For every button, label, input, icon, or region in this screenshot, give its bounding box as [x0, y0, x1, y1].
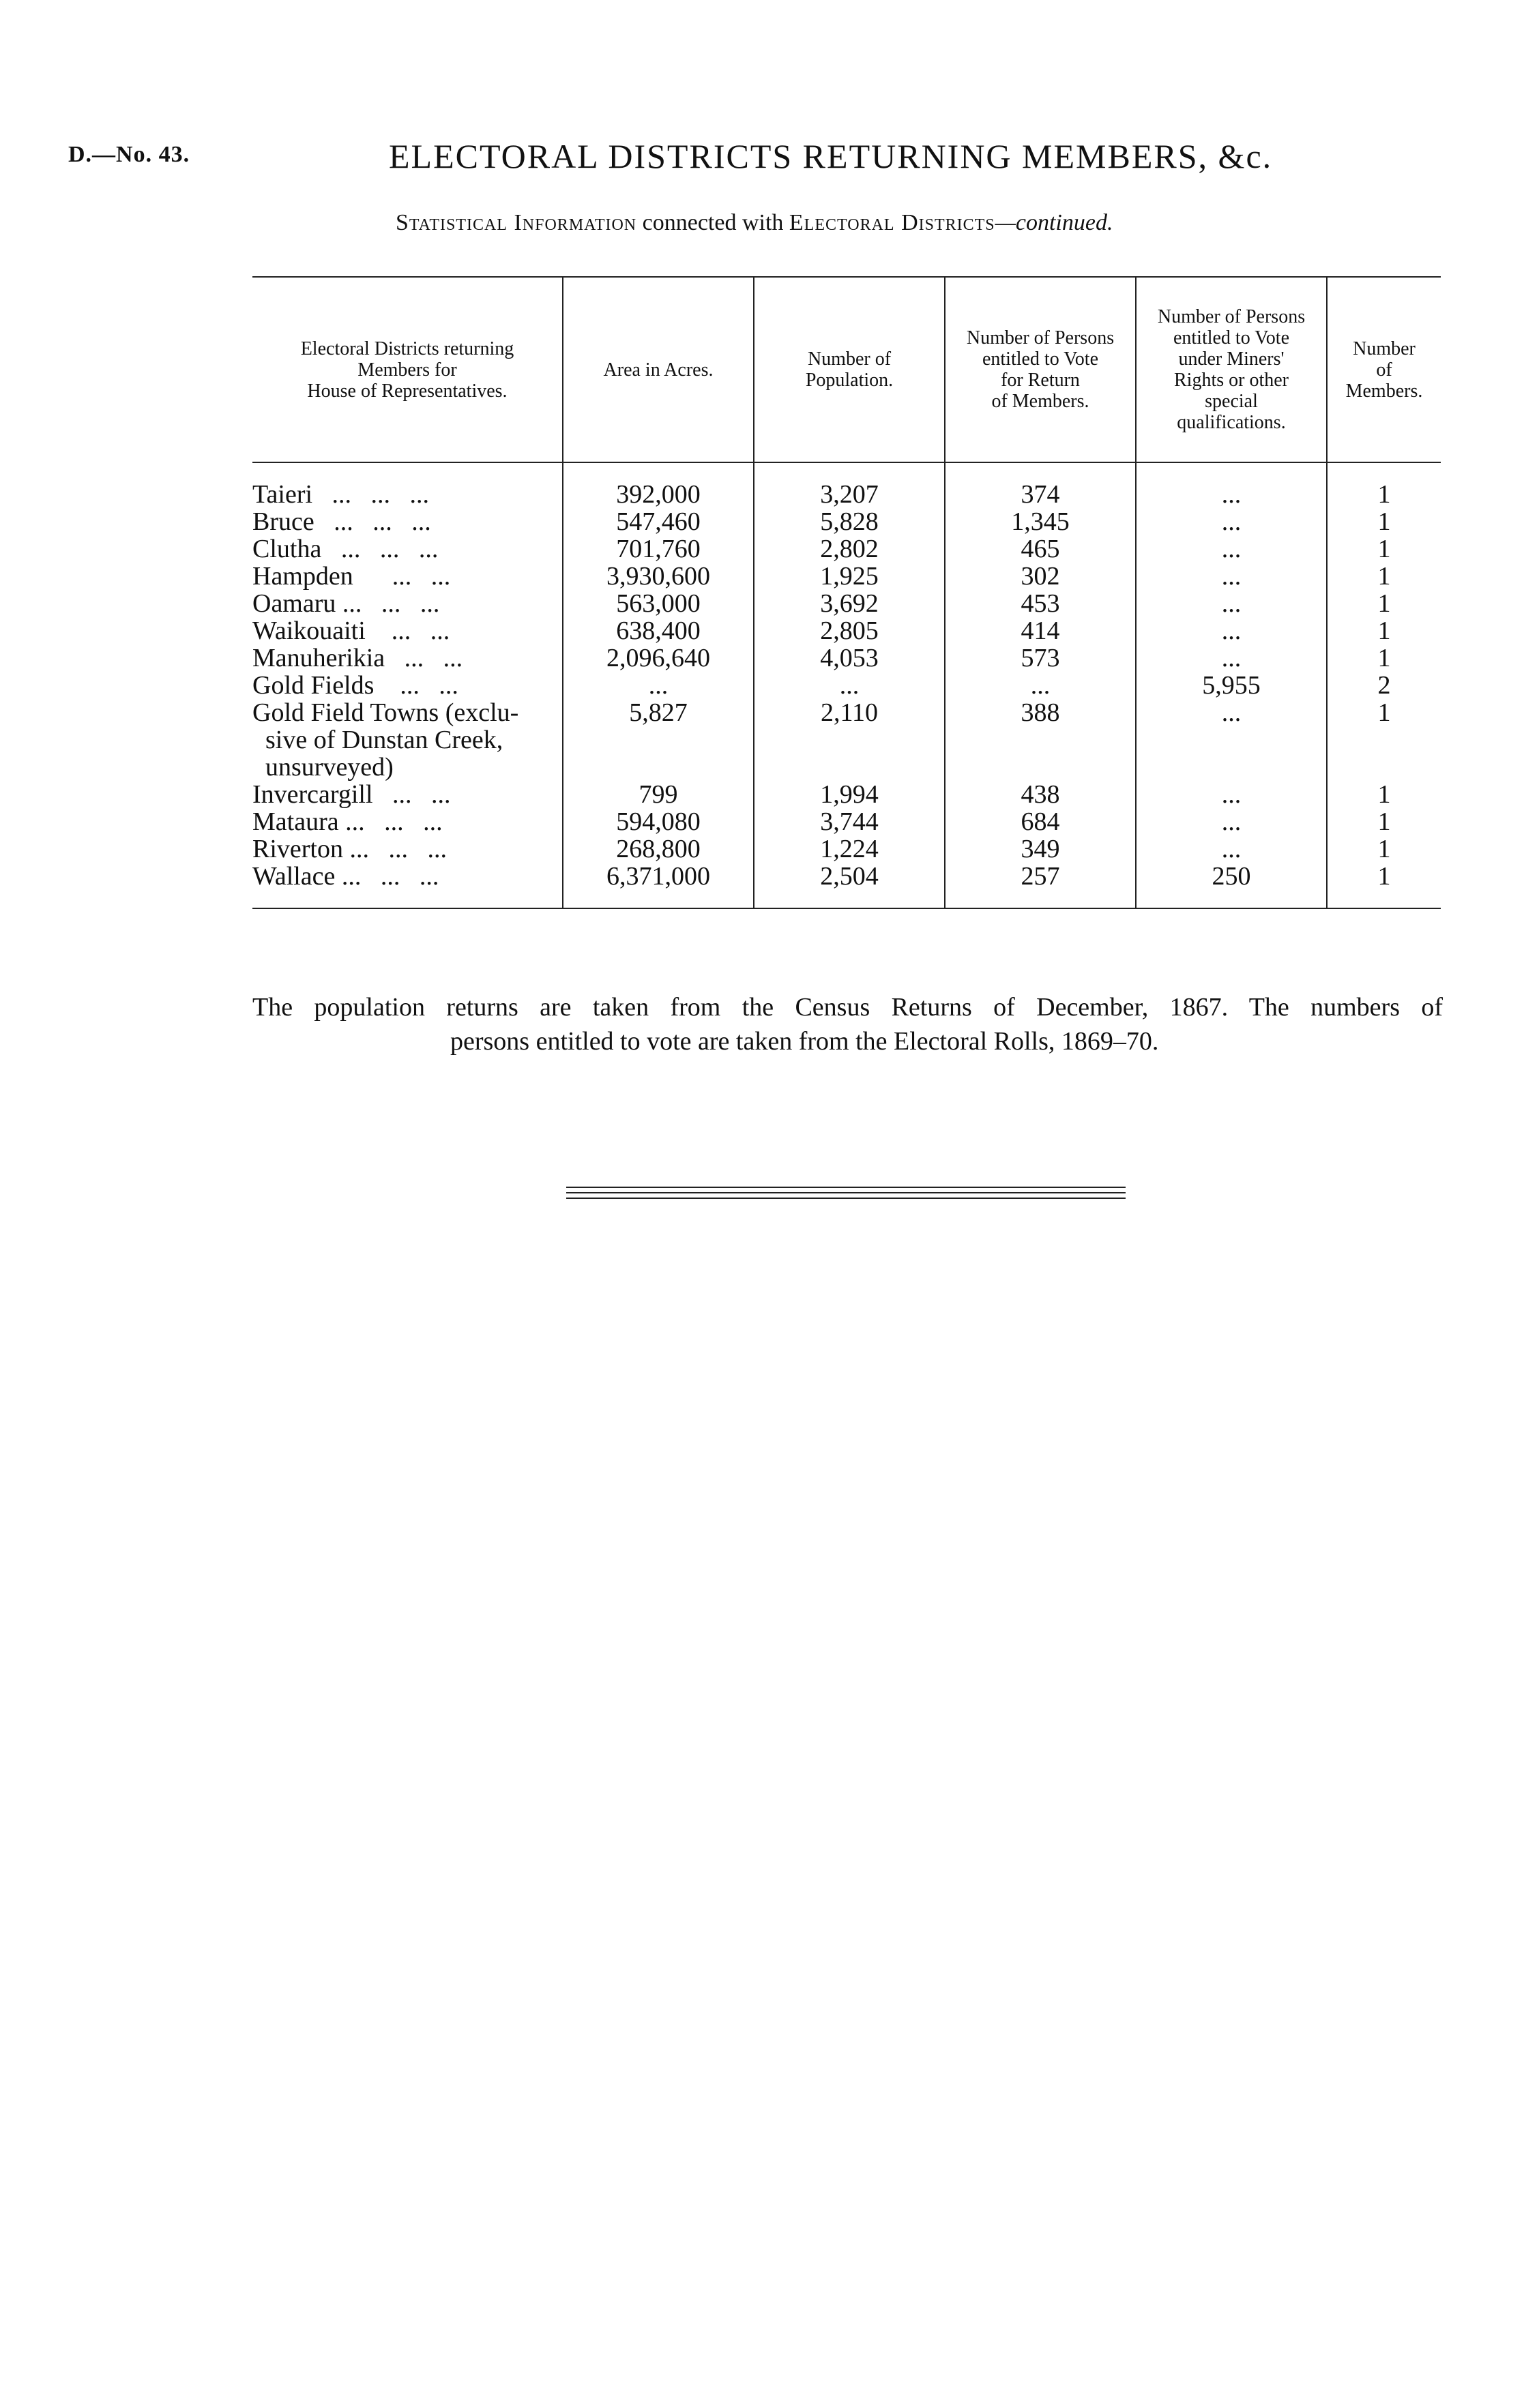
members-cell: 1: [1327, 590, 1441, 617]
district-name: Gold Field Towns (exclu- sive of Dunstan Creek, unsurveyed): [252, 698, 519, 782]
population-cell: 2,504: [754, 863, 945, 908]
header-members: Number of Members.: [1327, 277, 1441, 462]
area-cell: 799: [563, 781, 754, 808]
population-cell: 4,053: [754, 644, 945, 672]
area-cell: 3,930,600: [563, 563, 754, 590]
members-cell: 2: [1327, 672, 1441, 699]
area-cell: 5,827: [563, 699, 754, 781]
closing-rule-top: [566, 1187, 1126, 1188]
district-name: Gold Fields ... ...: [252, 671, 458, 700]
voters-cell: ...: [945, 672, 1136, 699]
area-cell: 6,371,000: [563, 863, 754, 908]
table-row: [252, 508, 1441, 535]
district-name-cell: [252, 672, 563, 699]
district-name: Riverton ... ... ...: [252, 835, 447, 863]
spacer-cell: [252, 462, 563, 481]
miners-cell: ...: [1136, 699, 1327, 781]
table-row: [252, 672, 1441, 699]
area-cell: 563,000: [563, 590, 754, 617]
voters-cell: 388: [945, 699, 1136, 781]
population-cell: 2,802: [754, 535, 945, 563]
members-cell: 1: [1327, 781, 1441, 808]
population-cell: 2,805: [754, 617, 945, 644]
voters-cell: 438: [945, 781, 1136, 808]
spacer-cell: [1327, 462, 1441, 481]
population-cell: ...: [754, 672, 945, 699]
voters-cell: 302: [945, 563, 1136, 590]
district-name: Wallace ... ... ...: [252, 862, 439, 891]
area-cell: ...: [563, 672, 754, 699]
subtitle-part-3: Electoral Districts: [789, 210, 995, 235]
area-cell: 638,400: [563, 617, 754, 644]
miners-cell: 250: [1136, 863, 1327, 908]
subtitle-part-1: Statistical Information: [396, 210, 637, 235]
district-name: Oamaru ... ... ...: [252, 589, 440, 618]
members-cell: 1: [1327, 863, 1441, 908]
voters-cell: 414: [945, 617, 1136, 644]
area-cell: 547,460: [563, 508, 754, 535]
footnote: [252, 990, 1443, 1058]
table-row: [252, 535, 1441, 563]
population-cell: 1,994: [754, 781, 945, 808]
table-header-row: [252, 277, 1441, 462]
miners-cell: ...: [1136, 563, 1327, 590]
area-cell: 2,096,640: [563, 644, 754, 672]
population-cell: 3,692: [754, 590, 945, 617]
header-miners-rights: Number of Persons entitled to Vote under Miners' Rights or other special qualifications.: [1136, 277, 1327, 462]
miners-cell: 5,955: [1136, 672, 1327, 699]
members-cell: 1: [1327, 644, 1441, 672]
table-row: [252, 808, 1441, 835]
footnote-line-1: The population returns are taken from the Census Returns of December, 1867. The numbers of: [252, 993, 1443, 1022]
page-subtitle: [396, 210, 1113, 236]
document-reference: D.—No. 43.: [68, 142, 190, 167]
miners-cell: ...: [1136, 508, 1327, 535]
district-name: Invercargill ... ...: [252, 780, 451, 809]
miners-cell: ...: [1136, 590, 1327, 617]
table-row: [252, 590, 1441, 617]
voters-cell: 257: [945, 863, 1136, 908]
miners-cell: ...: [1136, 481, 1327, 508]
miners-cell: ...: [1136, 781, 1327, 808]
statistics-table-wrapper: [252, 276, 1441, 909]
district-name: Bruce ... ... ...: [252, 507, 431, 536]
district-name: Manuherikia ... ...: [252, 644, 463, 672]
members-cell: 1: [1327, 563, 1441, 590]
subtitle-part-2: connected with: [636, 210, 789, 235]
area-cell: 392,000: [563, 481, 754, 508]
table-body: [252, 462, 1441, 908]
area-cell: 268,800: [563, 835, 754, 863]
header-area: Area in Acres.: [563, 277, 754, 462]
population-cell: 3,207: [754, 481, 945, 508]
table-row: [252, 563, 1441, 590]
closing-rule-bottom: [566, 1198, 1126, 1199]
voters-cell: 465: [945, 535, 1136, 563]
spacer-cell: [754, 462, 945, 481]
area-cell: 594,080: [563, 808, 754, 835]
voters-cell: 453: [945, 590, 1136, 617]
voters-cell: 374: [945, 481, 1136, 508]
district-name-cell: [252, 808, 563, 835]
miners-cell: ...: [1136, 644, 1327, 672]
members-cell: 1: [1327, 508, 1441, 535]
subtitle-part-4: —continued.: [995, 210, 1113, 235]
closing-rule-middle: [566, 1192, 1126, 1193]
district-name-cell: [252, 535, 563, 563]
area-cell: 701,760: [563, 535, 754, 563]
district-name: Waikouaiti ... ...: [252, 616, 450, 645]
district-name-cell: [252, 835, 563, 863]
population-cell: 5,828: [754, 508, 945, 535]
voters-cell: 1,345: [945, 508, 1136, 535]
district-name-cell: [252, 563, 563, 590]
page-title: ELECTORAL DISTRICTS RETURNING MEMBERS, &c.: [389, 137, 1273, 175]
voters-cell: 349: [945, 835, 1136, 863]
spacer-cell: [1136, 462, 1327, 481]
members-cell: 1: [1327, 835, 1441, 863]
district-name-cell: [252, 508, 563, 535]
table-row: [252, 835, 1441, 863]
table-row: [252, 699, 1441, 781]
population-cell: 1,224: [754, 835, 945, 863]
members-cell: 1: [1327, 481, 1441, 508]
members-cell: 1: [1327, 699, 1441, 781]
district-name-cell: [252, 617, 563, 644]
miners-cell: ...: [1136, 535, 1327, 563]
header-district: Electoral Districts returning Members for House of Representatives.: [252, 277, 563, 462]
table-row: [252, 644, 1441, 672]
miners-cell: ...: [1136, 808, 1327, 835]
miners-cell: ...: [1136, 835, 1327, 863]
members-cell: 1: [1327, 617, 1441, 644]
spacer-cell: [945, 462, 1136, 481]
members-cell: 1: [1327, 808, 1441, 835]
table-spacer-row: [252, 462, 1441, 481]
district-name: Taieri ... ... ...: [252, 480, 430, 509]
table-row: [252, 781, 1441, 808]
district-name: Hampden ... ...: [252, 562, 451, 591]
district-name: Clutha ... ... ...: [252, 535, 439, 563]
members-cell: 1: [1327, 535, 1441, 563]
district-name-cell: [252, 644, 563, 672]
header-voters: Number of Persons entitled to Vote for Return of Members.: [945, 277, 1136, 462]
district-name-cell: [252, 781, 563, 808]
table-row: [252, 617, 1441, 644]
district-name: Mataura ... ... ...: [252, 807, 443, 836]
district-name-cell: [252, 863, 563, 908]
voters-cell: 684: [945, 808, 1136, 835]
population-cell: 2,110: [754, 699, 945, 781]
electoral-statistics-table: [252, 276, 1441, 909]
table-row: [252, 863, 1441, 908]
voters-cell: 573: [945, 644, 1136, 672]
population-cell: 1,925: [754, 563, 945, 590]
district-name-cell: [252, 699, 563, 781]
table-row: [252, 481, 1441, 508]
spacer-cell: [563, 462, 754, 481]
district-name-cell: [252, 590, 563, 617]
footnote-line-2: persons entitled to vote are taken from the Electoral Rolls, 1869–70.: [450, 1027, 1159, 1056]
population-cell: 3,744: [754, 808, 945, 835]
district-name-cell: [252, 481, 563, 508]
header-population: Number of Population.: [754, 277, 945, 462]
miners-cell: ...: [1136, 617, 1327, 644]
